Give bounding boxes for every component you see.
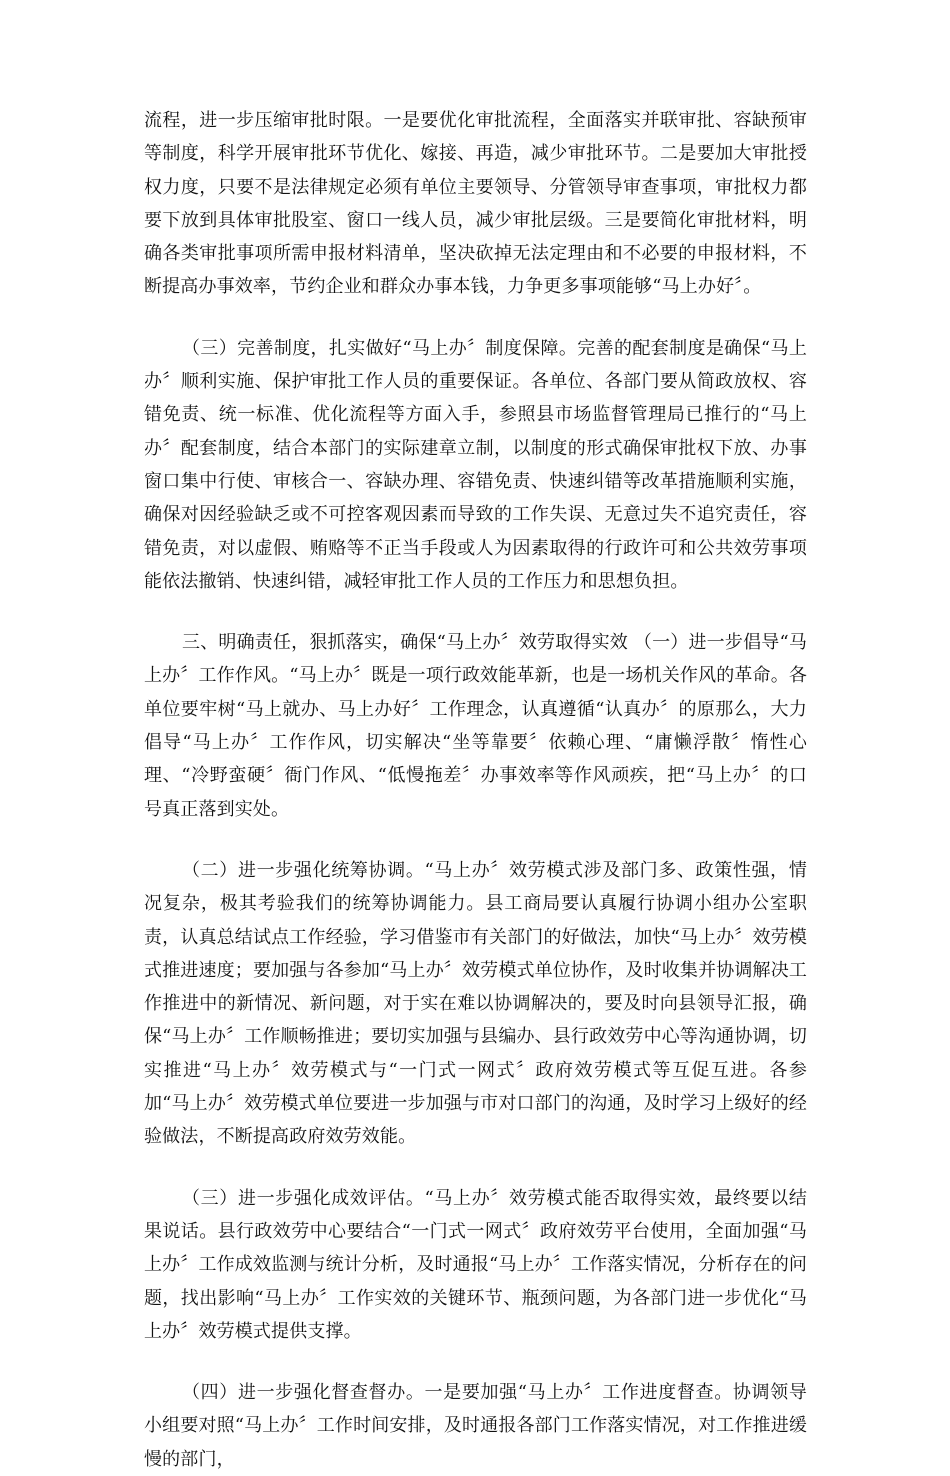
paragraph-supervision: （四）进一步强化督查督办。一是要加强“马上办〞工作进度督查。协调领导小组要对照“马上办〞工作时间安排，及时通报各部门工作落实情况，对工作推进缓慢的部门，	[144, 1382, 807, 1470]
paragraph-improve-system: （三）完善制度，扎实做好“马上办〞制度保障。完善的配套制度是确保“马上办〞顺利实施、保护审批工作人员的重要保证。各单位、各部门要从简政放权、容错免责、统一标准、优化流程等方面入手，参照县市场监督管理局已推行的“马上办〞配套制度，结合本部门的实际建章立制，以制度的形式确保审批权下放、办事窗口集中行使、审核合一、容缺办理、容错免责、快速纠错等改革措施顺利实施，确保对因经验缺乏或不可控客观因素而导致的工作失误、无意过失不追究责任，容错免责，对以虚假、贿赂等不正当手段或人为因素取得的行政许可和公共效劳事项能依法撤销、快速纠错，减轻审批工作人员的工作压力和思想负担。	[144, 337, 807, 592]
paragraph-coordination: （二）进一步强化统筹协调。“马上办〞效劳模式涉及部门多、政策性强，情况复杂，极其考验我们的统筹协调能力。县工商局要认真履行协调小组办公室职责，认真总结试点工作经验，学习借鉴市有关部门的好做法，加快“马上办〞效劳模式推进速度；要加强与各参加“马上办〞效劳模式单位协作，及时收集并协调解决工作推进中的新情况、新问题，对于实在难以协调解决的，要及时向县领导汇报，确保“马上办〞工作顺畅推进；要切实加强与县编办、县行政效劳中心等沟通协调，切实推进“马上办〞效劳模式与“一门式一网式〞政府效劳模式等互促互进。各参加“马上办〞效劳模式单位要进一步加强与市对口部门的沟通，及时学习上级好的经验做法，不断提高政府效劳效能。	[144, 859, 807, 1148]
document-page	[144, 104, 807, 1476]
paragraph-continuation: 流程，进一步压缩审批时限。一是要优化审批流程，全面落实并联审批、容缺预审等制度，科学开展审批环节优化、嫁接、再造，减少审批环节。二是要加大审批授权力度，只要不是法律规定必须有单位主要领导、分管领导审查事项，审批权力都要下放到具体审批股室、窗口一线人员，减少审批层级。三是要简化审批材料，明确各类审批事项所需申报材料清单，坚决砍掉无法定理由和不必要的申报材料，不断提高办事效率，节约企业和群众办事本钱，力争更多事项能够“马上办好〞。	[144, 110, 807, 298]
paragraph-evaluation: （三）进一步强化成效评估。“马上办〞效劳模式能否取得实效，最终要以结果说话。县行政效劳中心要结合“一门式一网式〞政府效劳平台使用，全面加强“马上办〞工作成效监测与统计分析，及时通报“马上办〞工作落实情况，分析存在的问题，找出影响“马上办〞工作实效的关键环节、瓶颈问题，为各部门进一步优化“马上办〞效劳模式提供支撑。	[144, 1187, 807, 1342]
paragraph-responsibility: 三、明确责任，狠抓落实，确保“马上办〞效劳取得实效 （一）进一步倡导“马上办〞工作作风。“马上办〞既是一项行政效能革新，也是一场机关作风的革命。各单位要牢树“马上就办、马上办好〞工作理念，认真遵循“认真办〞的原那么，大力倡导“马上办〞工作作风，切实解决“坐等靠要〞依赖心理、“庸懒浮散〞惰性心理、“冷野蛮硬〞衙门作风、“低慢拖差〞办事效率等作风顽疾，把“马上办〞的口号真正落到实处。	[144, 632, 807, 820]
